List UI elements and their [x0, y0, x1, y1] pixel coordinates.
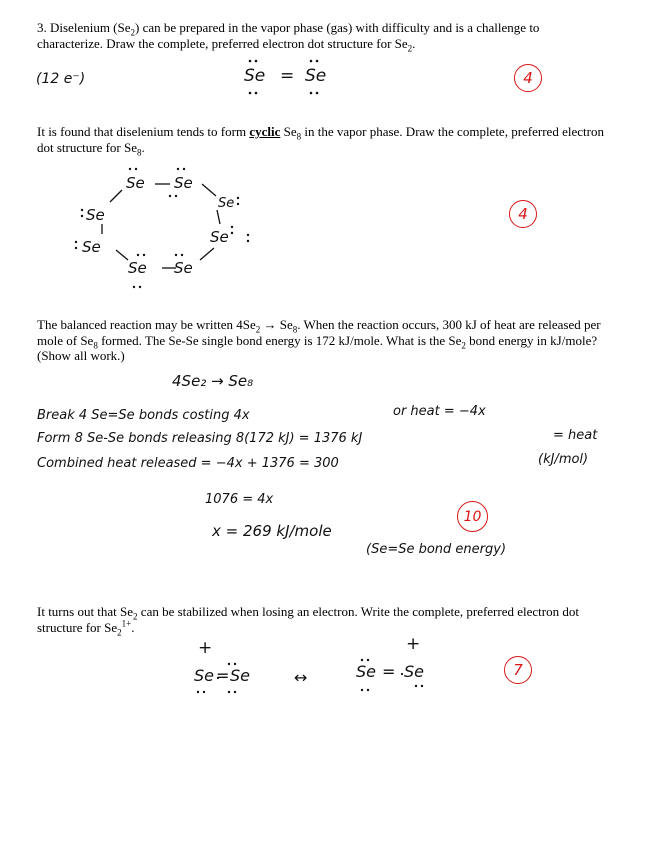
work-line-bond-energy-label: (Se=Se bond energy)	[366, 542, 507, 557]
double-bond: =	[280, 66, 295, 86]
work-line-1076: 1076 = 4x	[205, 492, 274, 507]
handwritten-resonance-structures	[190, 634, 440, 704]
se-atom-left-b: Se	[230, 666, 250, 685]
handwritten-electron-count: (12 e⁻)	[36, 71, 86, 87]
resonance-arrow: ↔	[294, 668, 308, 687]
double-bond-right: =	[382, 662, 396, 681]
ring-atom-6: Se	[128, 259, 147, 277]
handwritten-se8-ring	[70, 162, 270, 302]
work-line-units: (kJ/mol)	[538, 452, 589, 467]
work-line-break-bonds: Break 4 Se=Se bonds costing 4x	[37, 408, 250, 423]
se-atom-right-b: Se	[404, 662, 424, 681]
cyclic-emphasis: cyclic	[249, 124, 281, 139]
se-atom-right-a: Se	[356, 662, 376, 681]
question-bond-energy-prompt: The balanced reaction may be written $4Se_2 \to Se_8$. When the reaction occurs, 300 kJ of heat are released per mole of $Se_8$ formed. The Se-Se single bond energy is 172 kJ/mole. What is the $Se_2$ bond energy in kJ/mole? (Show all work.)	[37, 317, 601, 363]
ring-atom-3: Se	[218, 196, 235, 211]
ring-atom-7: Se	[82, 238, 101, 256]
score-circle-q3: 10	[457, 501, 488, 532]
question-se8-prompt: It is found that diselenium tends to form cyclic $Se_8$ in the vapor phase. Draw the complete, preferred electron dot structure for $Se_8$.	[37, 124, 604, 158]
work-line-heat-cost: or heat = −4x	[393, 404, 486, 419]
cation-charge-left: +	[198, 638, 213, 658]
ring-bonds	[70, 162, 270, 302]
ring-atom-1: Se	[126, 174, 145, 192]
work-line-form-bonds: Form 8 Se-Se bonds releasing 8(172 kJ) = 1376 kJ	[37, 431, 363, 446]
score-circle-q2: 4	[509, 200, 537, 228]
handwritten-se2-structure	[232, 58, 342, 98]
se-atom-left: Se	[244, 66, 266, 86]
work-line-equals-heat: = heat	[553, 428, 598, 443]
double-bond-left: =	[216, 666, 230, 685]
ring-atom-5: Se	[174, 259, 193, 277]
score-circle-q4: 7	[504, 656, 532, 684]
handwritten-reaction: 4Se₂ → Se₈	[172, 372, 254, 390]
se-atom-right: Se	[305, 66, 327, 86]
cation-charge-right: +	[406, 634, 421, 654]
se-atom-left-a: Se	[194, 666, 214, 685]
score-circle-q1: 4	[514, 64, 542, 92]
work-line-combined-heat: Combined heat released = −4x + 1376 = 300	[37, 456, 339, 471]
question-se2-prompt: 3. Diselenium $(Se_2)$ can be prepared in the vapor phase (gas) with difficulty and is a challenge to characterize. Draw the complete, preferred electron dot structure for $Se_2$.	[37, 20, 540, 54]
ring-atom-2: Se	[174, 174, 193, 192]
ring-atom-4: Se	[210, 228, 229, 246]
ring-atom-8: Se	[86, 206, 105, 224]
work-line-answer: x = 269 kJ/mole	[212, 522, 332, 540]
question-se2-cation-prompt: It turns out that $Se_2$ can be stabilized when losing an electron. Write the complete, preferred electron dot structure for $Se_2^{1+}$.	[37, 604, 579, 638]
